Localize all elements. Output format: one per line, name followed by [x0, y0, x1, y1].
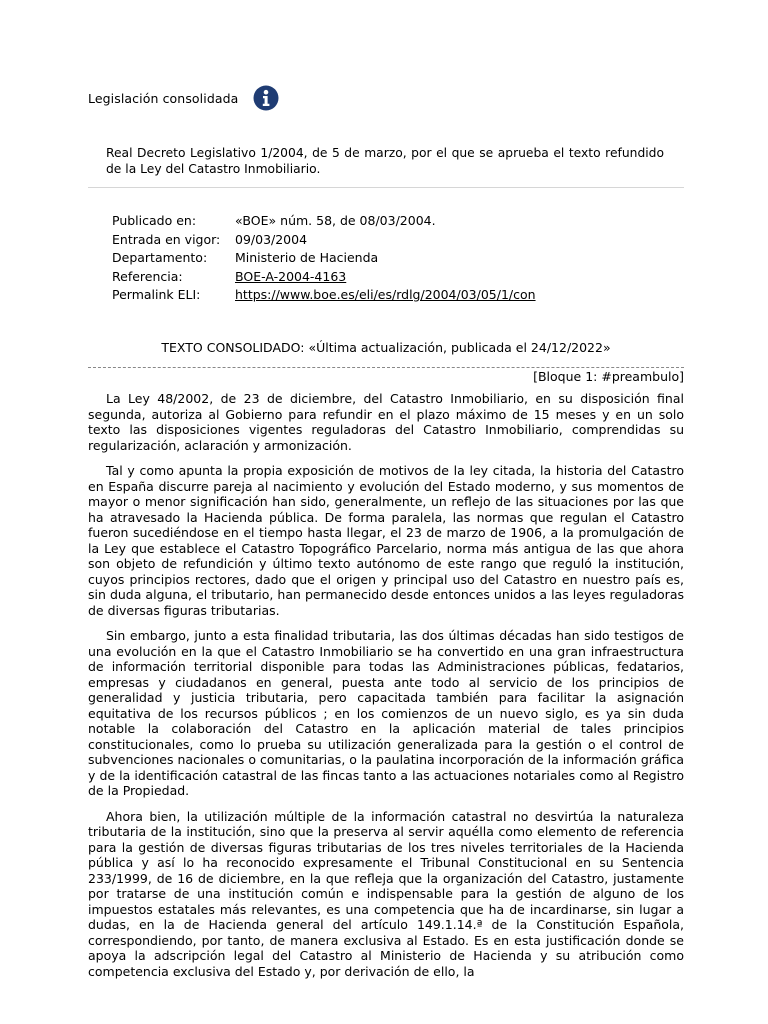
block-divider	[88, 367, 684, 368]
paragraph: Ahora bien, la utilización múltiple de la información catastral no desvirtúa la naturaleza tributaria de la institución, sino que la preserva al servir aquélla como elemento de referencia para la gestión de diversas figuras tributarias de los tres niveles territoriales de la Hacienda pública y así lo ha reconocido expresamente el Tribunal Constitucional en su Sentencia 233/1999, de 16 de diciembre, en la que refleja que la organización del Catastro, justamente por tratarse de una institución común e indispensable para la gestión de alguno de los impuestos estatales más relevantes, es una competencia que ha de incardinarse, sin lugar a dudas, en la de Hacienda general del artículo 149.1.14.ª de la Constitución Española, correspondiendo, por tanto, de manera exclusiva al Estado. Es en esta justificación donde se apoya la adscripción legal del Catastro al Ministerio de Hacienda y su atribución como competencia exclusiva del Estado y, por derivación de ello, la	[88, 808, 684, 979]
document-title: Real Decreto Legislativo 1/2004, de 5 de marzo, por el que se aprueba el texto refundido de la Ley del Catastro Inmobiliario.	[106, 146, 664, 176]
meta-label: Referencia:	[112, 268, 183, 284]
header-divider	[88, 187, 684, 188]
header-title: Legislación consolidada	[88, 90, 239, 106]
meta-value: «BOE» núm. 58, de 08/03/2004.	[235, 213, 436, 228]
paragraph: La Ley 48/2002, de 23 de diciembre, del Catastro Inmobiliario, en su disposición final segunda, autoriza al Gobierno para refundir en el plazo máximo de 15 meses y en un solo texto las disposiciones vigentes reguladoras del Catastro Inmobiliario, comprendidas su regularización, aclaración y armonización.	[88, 391, 684, 453]
paragraph: Sin embargo, junto a esta finalidad tributaria, las dos últimas décadas han sido testigos de una evolución en la que el Catastro Inmobiliario se ha convertido en una gran infraestructura de información territorial disponible para todas las Administraciones públicas, fedatarios, empresas y ciudadanos en general, puesta ante todo al servicio de los principios de generalidad y justicia tributaria, pero capacitada también para facilitar la asignación equitativa de los recursos públicos ; en los comienzos de un nuevo siglo, es ya sin duda notable la colaboración del Catastro en la aplicación material de tales principios constitucionales, como lo prueba su utilización generalizada para la gestión o el control de subvenciones nacionales o comunitarias, o la paulatina incorporación de la información gráfica y de la identificación catastral de las fincas tanto a las actuaciones notariales como al Registro de la Propiedad.	[88, 628, 684, 798]
meta-value: 09/03/2004	[235, 231, 308, 247]
meta-value: Ministerio de Hacienda	[235, 250, 379, 265]
meta-label: Entrada en vigor:	[112, 231, 221, 247]
meta-row-department	[112, 249, 536, 268]
block-tag: [Bloque 1: #preambulo]	[533, 369, 684, 384]
meta-row-published	[112, 212, 536, 231]
meta-label: Publicado en:	[112, 213, 197, 228]
meta-row-reference	[112, 268, 536, 287]
meta-row-in-force	[112, 231, 536, 250]
info-circle-icon[interactable]	[253, 85, 279, 111]
meta-label: Departamento:	[112, 250, 208, 265]
preamble-body	[88, 391, 684, 989]
permalink-link[interactable]: https://www.boe.es/eli/es/rdlg/2004/03/05/1/con	[235, 287, 536, 302]
metadata-block	[112, 212, 536, 305]
paragraph: Tal y como apunta la propia exposición de motivos de la ley citada, la historia del Catastro en España discurre pareja al nacimiento y evolución del Estado moderno, y sus momentos de mayor o menor significación han sido, generalmente, un reflejo de las situaciones por las que ha atravesado la Hacienda pública. De forma paralela, las normas que regulan el Catastro fueron sucediéndose en el tiempo hasta llegar, el 23 de marzo de 1906, a la promulgación de la Ley que establece el Catastro Topográfico Parcelario, norma más antigua de las que ahora son objeto de refundición y último texto autónomo de este rango que reguló la institución, cuyos principios rectores, dado que el origen y principal uso del Catastro en nuestro país es, sin duda alguna, el tributario, han permanecido desde entonces unidos a las leyes reguladoras de diversas figuras tributarias.	[88, 463, 684, 618]
consolidated-text-heading: TEXTO CONSOLIDADO: «Última actualización, publicada el 24/12/2022»	[161, 340, 611, 355]
meta-row-permalink	[112, 286, 536, 305]
page-header	[88, 84, 279, 112]
reference-link[interactable]: BOE-A-2004-4163	[235, 268, 347, 284]
meta-label: Permalink ELI:	[112, 287, 201, 302]
